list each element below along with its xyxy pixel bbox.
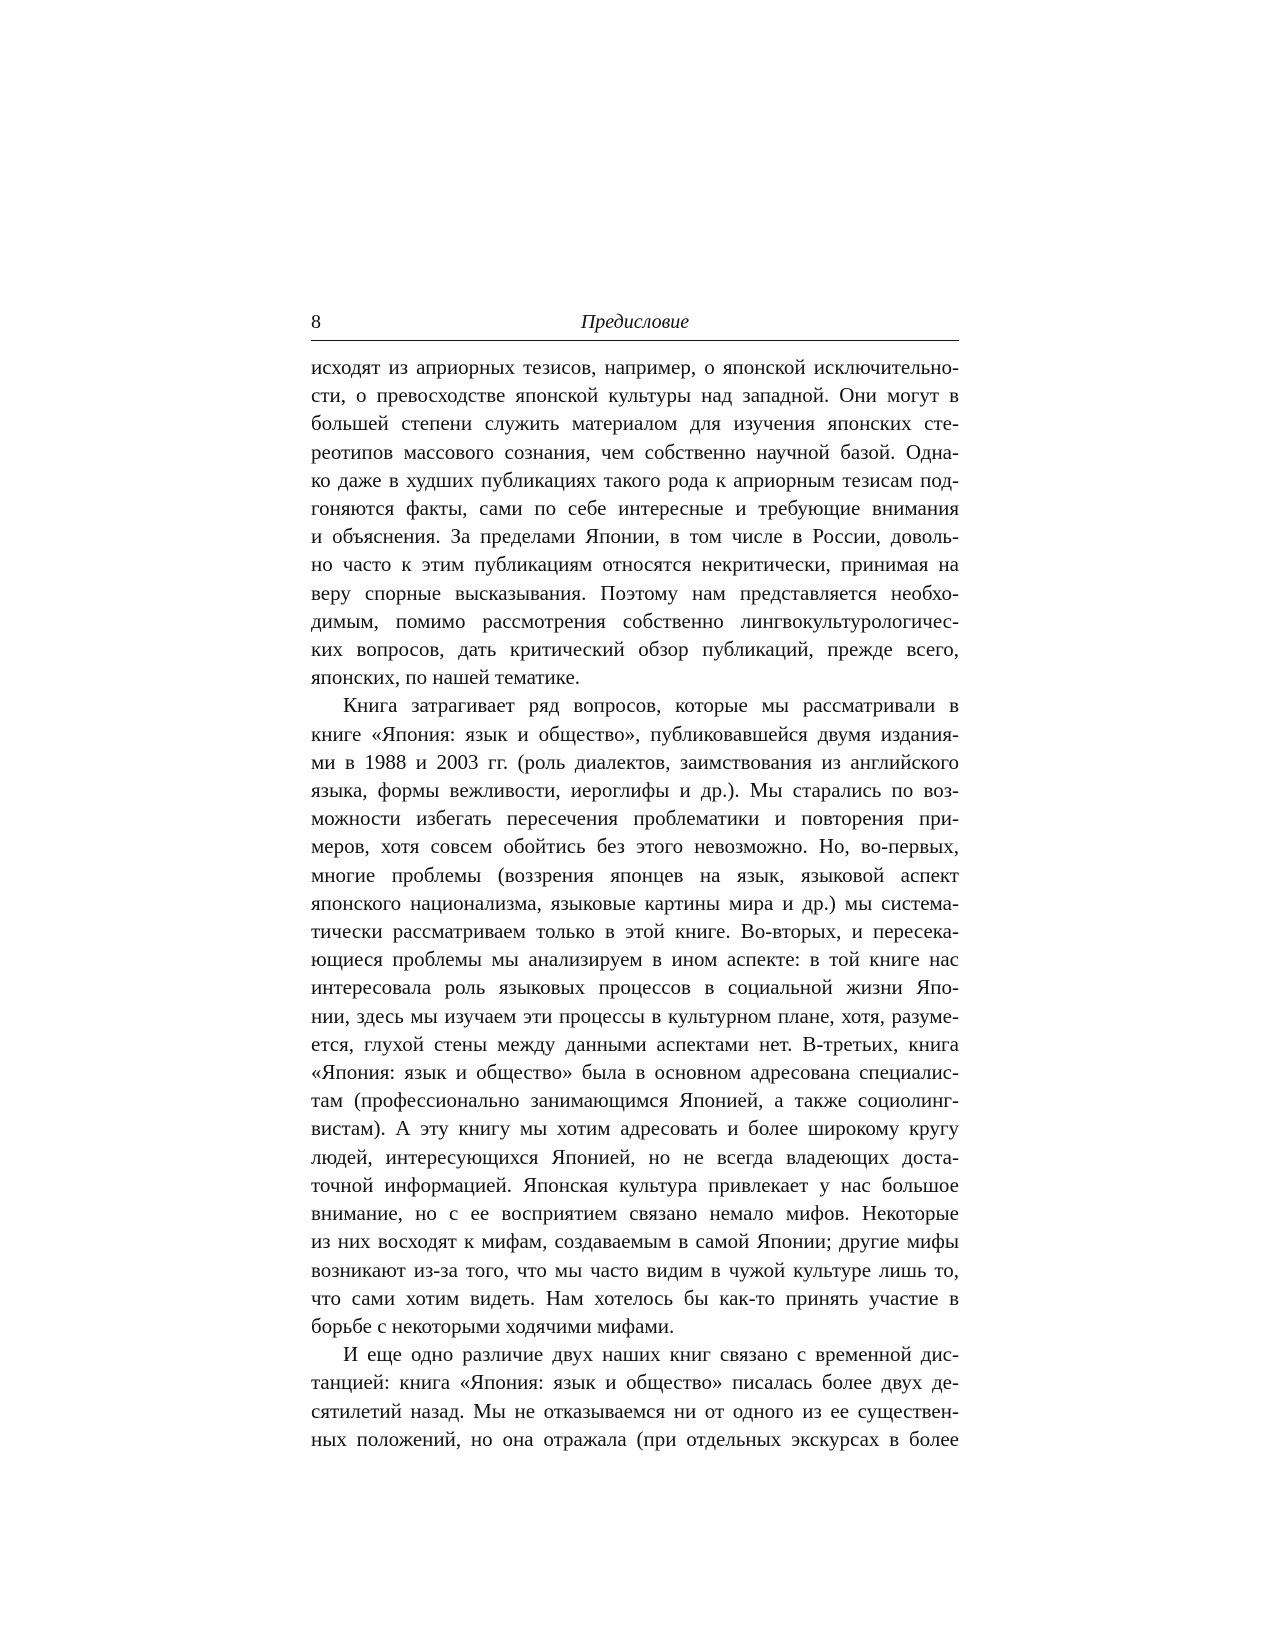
text-line: но часто к этим публикациям относятся некритически, принимая на bbox=[311, 552, 959, 577]
text-line: японских, по нашей тематике. bbox=[311, 665, 581, 690]
text-line: языка, формы вежливости, иероглифы и др.). Мы старались по воз- bbox=[311, 778, 959, 803]
text-line: японского национализма, языковые картины мира и др.) мы система- bbox=[311, 890, 959, 915]
text-line: борьбе с некоторыми ходячими мифами. bbox=[311, 1313, 675, 1338]
text-line: Книга затрагивает ряд вопросов, которые мы рассматривали в bbox=[343, 693, 959, 718]
text-line: ных положений, но она отражала (при отдельных экскурсах в более bbox=[311, 1426, 959, 1451]
text-line: точной информацией. Японская культура привлекает у нас большое bbox=[311, 1172, 959, 1197]
text-line: «Япония: язык и общество» была в основном адресована специалис- bbox=[311, 1060, 959, 1085]
paragraph-2 bbox=[311, 691, 959, 1340]
text-line: что сами хотим видеть. Нам хотелось бы как-то принять участие в bbox=[311, 1285, 959, 1310]
text-line: сятилетий назад. Мы не отказываемся ни от одного из ее существен- bbox=[311, 1398, 959, 1423]
text-line: книге «Япония: язык и общество», публиковавшейся двумя издания- bbox=[311, 721, 959, 746]
paragraph-3 bbox=[311, 1340, 959, 1453]
text-line: гоняются факты, сами по себе интересные и требующие внимания bbox=[311, 496, 959, 521]
text-line: нии, здесь мы изучаем эти процессы в культурном плане, хотя, разуме- bbox=[311, 1003, 959, 1028]
text-line: внимание, но с ее восприятием связано немало мифов. Некоторые bbox=[311, 1201, 959, 1226]
text-line: ко даже в худших публикациях такого рода к априорным тезисам под- bbox=[311, 467, 959, 492]
text-line: людей, интересующихся Японией, но не всегда владеющих доста- bbox=[311, 1144, 959, 1169]
text-line: тически рассматриваем только в этой книге. Во-вторых, и пересека- bbox=[311, 919, 959, 944]
book-page bbox=[311, 310, 959, 1453]
text-line: интересовала роль языковых процессов в социальной жизни Япо- bbox=[311, 975, 959, 1000]
text-line: там (профессионально занимающимся Японией, а также социолинг- bbox=[311, 1088, 959, 1113]
text-line: димым, помимо рассмотрения собственно лингвокультурологичес- bbox=[311, 608, 959, 633]
text-line: можности избегать пересечения проблематики и повторения при- bbox=[311, 806, 959, 831]
text-line: меров, хотя совсем обойтись без этого невозможно. Но, во-первых, bbox=[311, 834, 959, 859]
text-line: И еще одно различие двух наших книг связано с временной дис- bbox=[343, 1342, 959, 1367]
text-line: танцией: книга «Япония: язык и общество» писалась более двух де- bbox=[311, 1370, 959, 1395]
text-line: сти, о превосходстве японской культуры над западной. Они могут в bbox=[311, 383, 959, 408]
text-line: возникают из-за того, что мы часто видим в чужой культуре лишь то, bbox=[311, 1257, 959, 1282]
text-line: вистам). А эту книгу мы хотим адресовать и более широкому кругу bbox=[311, 1116, 959, 1141]
text-line: исходят из априорных тезисов, например, о японской исключительно- bbox=[311, 355, 959, 379]
text-line: большей степени служить материалом для изучения японских сте- bbox=[311, 411, 959, 436]
text-line: ется, глухой стены между данными аспектами нет. В-третьих, книга bbox=[311, 1031, 959, 1056]
text-line: ми в 1988 и 2003 гг. (роль диалектов, заимствования из английского bbox=[311, 749, 959, 774]
paragraph-1 bbox=[311, 353, 959, 691]
text-line: ющиеся проблемы мы анализируем в ином аспекте: в той книге нас bbox=[311, 947, 959, 972]
running-header bbox=[311, 310, 959, 341]
body-text bbox=[311, 353, 959, 1453]
text-line: реотипов массового сознания, чем собственно научной базой. Одна- bbox=[311, 439, 959, 464]
text-line: многие проблемы (воззрения японцев на язык, языковой аспект bbox=[311, 862, 959, 887]
text-line: веру спорные высказывания. Поэтому нам представляется необхо- bbox=[311, 580, 959, 605]
page-number: 8 bbox=[311, 311, 321, 333]
text-line: из них восходят к мифам, создаваемым в самой Японии; другие мифы bbox=[311, 1229, 959, 1254]
text-line: ких вопросов, дать критический обзор публикаций, прежде всего, bbox=[311, 637, 959, 662]
section-title: Предисловие bbox=[580, 311, 690, 333]
text-line: и объяснения. За пределами Японии, в том числе в России, доволь- bbox=[311, 524, 959, 549]
